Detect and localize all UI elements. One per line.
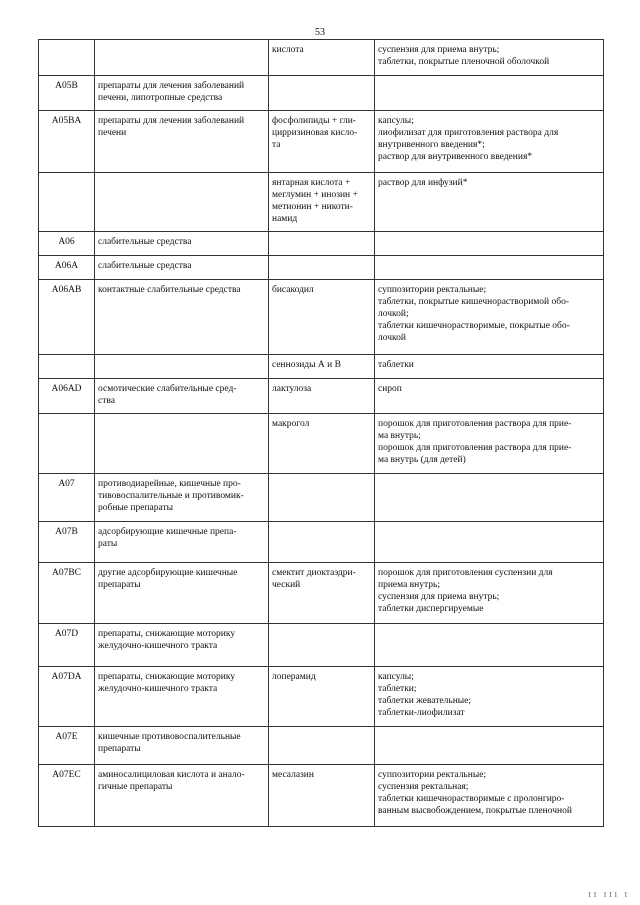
drug-name-cell-line: макрогол	[272, 419, 310, 429]
dosage-form-cell-line: раствор для инфузий*	[378, 178, 468, 188]
atc-code-cell: A05BA	[39, 111, 95, 173]
dosage-form-cell-line: таблетки, покрытые пленочной оболочкой	[378, 57, 550, 67]
drug-name-cell	[269, 474, 375, 522]
table-row	[39, 379, 604, 414]
atc-group-cell-line: аминосалициловая кислота и анало-	[98, 770, 245, 780]
table-row	[39, 76, 604, 111]
atc-group-cell-line: препараты, снижающие моторику	[98, 629, 236, 639]
atc-group-cell	[95, 173, 269, 232]
dosage-form-cell-line: таблетки диспергируемые	[378, 604, 484, 614]
atc-group-cell-line: слабительные средства	[98, 237, 192, 247]
drug-name-cell-line: сеннозиды А и В	[272, 360, 341, 370]
dosage-form-cell	[375, 624, 604, 667]
dosage-form-cell-line: суппозитории ректальные;	[378, 770, 487, 780]
dosage-form-cell	[375, 414, 604, 474]
dosage-form-cell-line: таблетки кишечнорастворимые, покрытые обо-	[378, 321, 570, 331]
table-row	[39, 232, 604, 256]
drug-name-cell-line: цирризиновая кисло-	[272, 128, 358, 138]
dosage-form-cell-line: порошок для приготовления раствора для прие-	[378, 419, 572, 429]
dosage-form-cell	[375, 280, 604, 355]
table-row	[39, 765, 604, 827]
dosage-form-cell	[375, 76, 604, 111]
table-row	[39, 355, 604, 379]
atc-group-cell	[95, 256, 269, 280]
drug-name-cell-line: метионин + никоти-	[272, 202, 353, 212]
atc-code-cell: A05B	[39, 76, 95, 111]
dosage-form-cell-line: лочкой	[378, 333, 406, 343]
atc-group-cell-line: желудочно-кишечного тракта	[98, 684, 218, 694]
dosage-form-cell	[375, 522, 604, 563]
drug-name-cell	[269, 522, 375, 563]
drug-name-cell	[269, 624, 375, 667]
drug-name-cell-line: кислота	[272, 45, 304, 55]
atc-code-cell: A07	[39, 474, 95, 522]
drug-name-cell	[269, 40, 375, 76]
dosage-form-cell-line: приема внутрь;	[378, 580, 440, 590]
table-row	[39, 40, 604, 76]
dosage-form-cell-line: таблетки;	[378, 684, 417, 694]
dosage-form-cell	[375, 379, 604, 414]
drug-name-cell-line: та	[272, 140, 281, 150]
dosage-form-cell-line: таблетки-лиофилизат	[378, 708, 465, 718]
drug-name-cell	[269, 355, 375, 379]
atc-group-cell-line: препараты, снижающие моторику	[98, 672, 236, 682]
atc-group-cell	[95, 280, 269, 355]
dosage-form-cell-line: таблетки, покрытые кишечнорастворимой обо-	[378, 297, 570, 307]
drug-name-cell	[269, 414, 375, 474]
dosage-form-cell-line: лиофилизат для приготовления раствора для	[378, 128, 559, 138]
atc-group-cell-line: слабительные средства	[98, 261, 192, 271]
page-number: 53	[315, 27, 325, 38]
table-row	[39, 727, 604, 765]
atc-code-cell: A06AD	[39, 379, 95, 414]
atc-code-cell: A07EC	[39, 765, 95, 827]
dosage-form-cell-line: лочкой;	[378, 309, 409, 319]
table-row	[39, 563, 604, 624]
table-row	[39, 111, 604, 173]
dosage-form-cell	[375, 667, 604, 727]
drug-name-cell	[269, 563, 375, 624]
dosage-form-cell-line: таблетки	[378, 360, 414, 370]
drug-name-cell-line: бисакодил	[272, 285, 314, 295]
drug-name-cell	[269, 379, 375, 414]
drug-name-cell-line: лактулоза	[272, 384, 312, 394]
drug-name-cell-line: смектит диоктаэдри-	[272, 568, 356, 578]
atc-code-cell: A07D	[39, 624, 95, 667]
atc-group-cell	[95, 355, 269, 379]
dosage-form-cell-line: ма внутрь (для детей)	[378, 455, 466, 465]
drug-name-cell	[269, 173, 375, 232]
drug-name-cell	[269, 280, 375, 355]
atc-group-cell	[95, 624, 269, 667]
atc-group-cell-line: тивовоспалительные и противомик-	[98, 491, 244, 501]
atc-group-cell	[95, 474, 269, 522]
atc-group-cell-line: осмотические слабительные сред-	[98, 384, 237, 394]
dosage-form-cell	[375, 256, 604, 280]
drug-name-cell	[269, 667, 375, 727]
atc-group-cell-line: робные препараты	[98, 503, 173, 513]
table-row	[39, 474, 604, 522]
atc-group-cell	[95, 667, 269, 727]
atc-code-cell	[39, 40, 95, 76]
dosage-form-cell-line: капсулы;	[378, 116, 414, 126]
drug-name-cell-line: намид	[272, 214, 298, 224]
atc-group-cell	[95, 727, 269, 765]
atc-code-cell: A06A	[39, 256, 95, 280]
table-row	[39, 624, 604, 667]
drug-name-cell	[269, 256, 375, 280]
atc-group-cell-line: ства	[98, 396, 115, 406]
atc-group-cell	[95, 379, 269, 414]
dosage-form-cell	[375, 563, 604, 624]
dosage-form-cell-line: порошок для приготовления раствора для прие-	[378, 443, 572, 453]
atc-group-cell	[95, 232, 269, 256]
dosage-form-cell	[375, 232, 604, 256]
atc-group-cell	[95, 522, 269, 563]
dosage-form-cell	[375, 40, 604, 76]
atc-code-cell: A07B	[39, 522, 95, 563]
dosage-form-cell	[375, 355, 604, 379]
table-row	[39, 522, 604, 563]
dosage-form-cell-line: порошок для приготовления суспензии для	[378, 568, 553, 578]
dosage-form-cell-line: раствор для внутривенного введения*	[378, 152, 533, 162]
drug-name-cell	[269, 727, 375, 765]
dosage-form-cell-line: суспензия ректальная;	[378, 782, 469, 792]
atc-group-cell-line: препараты	[98, 744, 141, 754]
atc-code-cell: A07BC	[39, 563, 95, 624]
atc-code-cell: A07DA	[39, 667, 95, 727]
atc-code-cell	[39, 173, 95, 232]
drug-name-cell-line: фосфолипиды + гли-	[272, 116, 356, 126]
dosage-form-cell	[375, 173, 604, 232]
drug-name-cell-line: лоперамид	[272, 672, 316, 682]
drug-name-cell	[269, 232, 375, 256]
dosage-form-cell-line: таблетки жевательные;	[378, 696, 472, 706]
dosage-form-cell-line: таблетки кишечнорастворимые с пролонгиро-	[378, 794, 565, 804]
atc-code-cell: A06AB	[39, 280, 95, 355]
atc-group-cell-line: кишечные противовоспалительные	[98, 732, 241, 742]
dosage-form-cell-line: суппозитории ректальные;	[378, 285, 487, 295]
table-row	[39, 667, 604, 727]
atc-group-cell-line: препараты	[98, 580, 141, 590]
atc-group-cell-line: желудочно-кишечного тракта	[98, 641, 218, 651]
dosage-form-cell-line: ванным высвобождением, покрытые пленочной	[378, 806, 572, 816]
atc-group-cell-line: контактные слабительные средства	[98, 285, 241, 295]
dosage-form-cell-line: ма внутрь;	[378, 431, 421, 441]
atc-group-cell-line: другие адсорбирующие кишечные	[98, 568, 238, 578]
atc-group-cell	[95, 111, 269, 173]
drug-table	[38, 39, 604, 827]
table-row	[39, 280, 604, 355]
atc-code-cell	[39, 355, 95, 379]
dosage-form-cell-line: внутривенного введения*;	[378, 140, 485, 150]
atc-group-cell-line: препараты для лечения заболеваний	[98, 81, 245, 91]
atc-code-cell: A07E	[39, 727, 95, 765]
atc-group-cell-line: адсорбирующие кишечные препа-	[98, 527, 237, 537]
dosage-form-cell-line: суспензия для приема внутрь;	[378, 45, 500, 55]
table-row	[39, 256, 604, 280]
dosage-form-cell	[375, 111, 604, 173]
drug-name-cell-line: янтарная кислота +	[272, 178, 351, 188]
atc-group-cell	[95, 765, 269, 827]
atc-code-cell	[39, 414, 95, 474]
dosage-form-cell-line: суспензия для приема внутрь;	[378, 592, 500, 602]
atc-group-cell	[95, 414, 269, 474]
drug-name-cell	[269, 111, 375, 173]
table-body	[39, 40, 604, 827]
atc-group-cell	[95, 40, 269, 76]
drug-name-cell-line: ческий	[272, 580, 301, 590]
atc-code-cell: A06	[39, 232, 95, 256]
atc-group-cell-line: препараты для лечения заболеваний	[98, 116, 245, 126]
drug-name-cell	[269, 76, 375, 111]
atc-group-cell-line: гичные препараты	[98, 782, 173, 792]
dosage-form-cell-line: сироп	[378, 384, 402, 394]
dosage-form-cell	[375, 765, 604, 827]
dosage-form-cell-line: капсулы;	[378, 672, 414, 682]
dosage-form-cell	[375, 474, 604, 522]
table-row	[39, 173, 604, 232]
atc-group-cell-line: печени	[98, 128, 127, 138]
drug-name-cell-line: меглумин + инозин +	[272, 190, 358, 200]
dosage-form-cell	[375, 727, 604, 765]
footer-mark: II III I	[588, 891, 630, 899]
atc-group-cell-line: печени, липотропные средства	[98, 93, 223, 103]
atc-group-cell	[95, 76, 269, 111]
atc-group-cell-line: раты	[98, 539, 118, 549]
atc-group-cell-line: противодиарейные, кишечные про-	[98, 479, 241, 489]
drug-name-cell-line: месалазин	[272, 770, 314, 780]
table-row	[39, 414, 604, 474]
atc-group-cell	[95, 563, 269, 624]
drug-name-cell	[269, 765, 375, 827]
